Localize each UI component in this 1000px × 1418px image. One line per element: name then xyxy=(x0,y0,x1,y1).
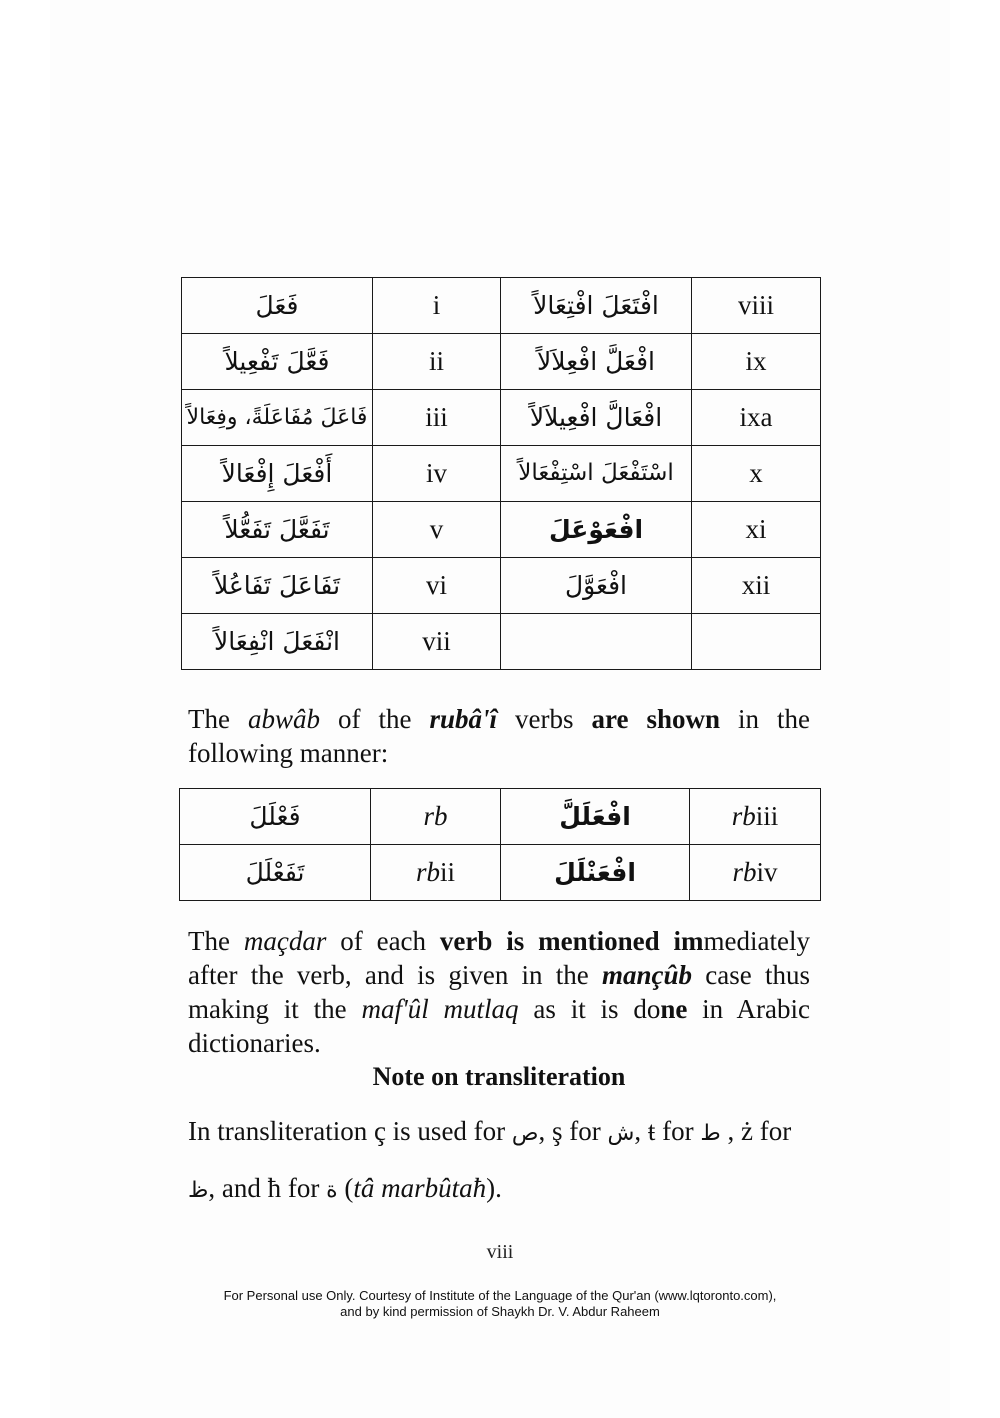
table-cell-arabic: فَعَلَ xyxy=(182,278,373,334)
table-cell-empty xyxy=(692,614,821,670)
table-cell-arabic: افْتَعَلَ افْتِعَالاً xyxy=(501,278,692,334)
table-cell-numeral: vi xyxy=(373,558,501,614)
table-cell-label: rbii xyxy=(371,845,501,901)
table-cell-arabic: تَفَعْلَلَ xyxy=(180,845,371,901)
rubai-verbs-table xyxy=(179,788,821,901)
table-cell-arabic: افْعَوَّلَ xyxy=(501,558,692,614)
section-heading: Note on transliteration xyxy=(372,1062,626,1091)
table-row xyxy=(182,502,821,558)
table-row xyxy=(180,845,821,901)
table-cell-arabic: فَعَّلَ تَفْعِيلاً xyxy=(182,334,373,390)
table-cell-arabic: اسْتَفْعَلَ اسْتِفْعَالاً xyxy=(501,446,692,502)
table-cell-arabic: تَفَعَّلَ تَفَعُّلاً xyxy=(182,502,373,558)
footer-line: For Personal use Only. Courtesy of Institute of the Language of the Qur'an (www.lqtoronto.com), xyxy=(223,1288,777,1303)
table-cell-arabic: افْعَالَّ افْعِيلاَلاً xyxy=(501,390,692,446)
table-cell-arabic: افْعَلَّ افْعِلاَلاً xyxy=(501,334,692,390)
table-row xyxy=(182,614,821,670)
table-cell-label: rbiv xyxy=(690,845,821,901)
table-cell-arabic: فَعْلَلَ xyxy=(180,789,371,845)
footer-line: and by kind permission of Shaykh Dr. V. Abdur Raheem xyxy=(340,1304,660,1319)
transliteration-paragraph: In transliteration ç is used for ص, ş for ش, ŧ for ط , ż for ظ, and ħ for ة (tâ marbûtaħ). xyxy=(188,1116,792,1203)
table-cell-numeral: xi xyxy=(692,502,821,558)
table-cell-numeral: iii xyxy=(373,390,501,446)
table-row xyxy=(182,390,821,446)
table-cell-numeral: viii xyxy=(692,278,821,334)
table-cell-numeral: vii xyxy=(373,614,501,670)
masdar-paragraph: The maçdar of each verb is mentioned immediately after the verb, and is given in the mançûb case thus making it the maf'ûl mutlaq as it is done in Arabic dictionaries. xyxy=(188,926,810,1058)
table-cell-numeral: xii xyxy=(692,558,821,614)
table-cell-numeral: ix xyxy=(692,334,821,390)
table-cell-arabic: فَاعَلَ مُفَاعَلَةً، وفِعَالاً xyxy=(182,390,373,446)
page-number: viii xyxy=(486,1241,514,1263)
table-cell-empty xyxy=(501,614,692,670)
table-cell-arabic: افْعَلَلَّ xyxy=(501,789,690,845)
table-cell-label: rbiii xyxy=(690,789,821,845)
table-cell-arabic: أَفْعَلَ إِفْعَالاً xyxy=(182,446,373,502)
table-row xyxy=(182,446,821,502)
table-row xyxy=(182,558,821,614)
table-cell-arabic: افْعَوْعَلَ xyxy=(501,502,692,558)
table-row xyxy=(182,278,821,334)
table-row xyxy=(180,789,821,845)
footer-credit xyxy=(0,1288,1000,1320)
table-cell-numeral: iv xyxy=(373,446,501,502)
table-cell-arabic: انْفَعَلَ انْفِعَالاً xyxy=(182,614,373,670)
table-cell-numeral: ixa xyxy=(692,390,821,446)
table-cell-arabic: افْعَنْلَلَ xyxy=(501,845,690,901)
table-cell-numeral: v xyxy=(373,502,501,558)
table-cell-label: rb xyxy=(371,789,501,845)
table-cell-numeral: i xyxy=(373,278,501,334)
table-cell-numeral: x xyxy=(692,446,821,502)
table-row xyxy=(182,334,821,390)
rubai-intro-paragraph: The abwâb of the rubâ'î verbs are shown in the following manner: xyxy=(188,704,810,768)
table-cell-arabic: تَفَاعَلَ تَفَاعُلاً xyxy=(182,558,373,614)
verb-forms-table xyxy=(181,277,821,670)
table-cell-numeral: ii xyxy=(373,334,501,390)
